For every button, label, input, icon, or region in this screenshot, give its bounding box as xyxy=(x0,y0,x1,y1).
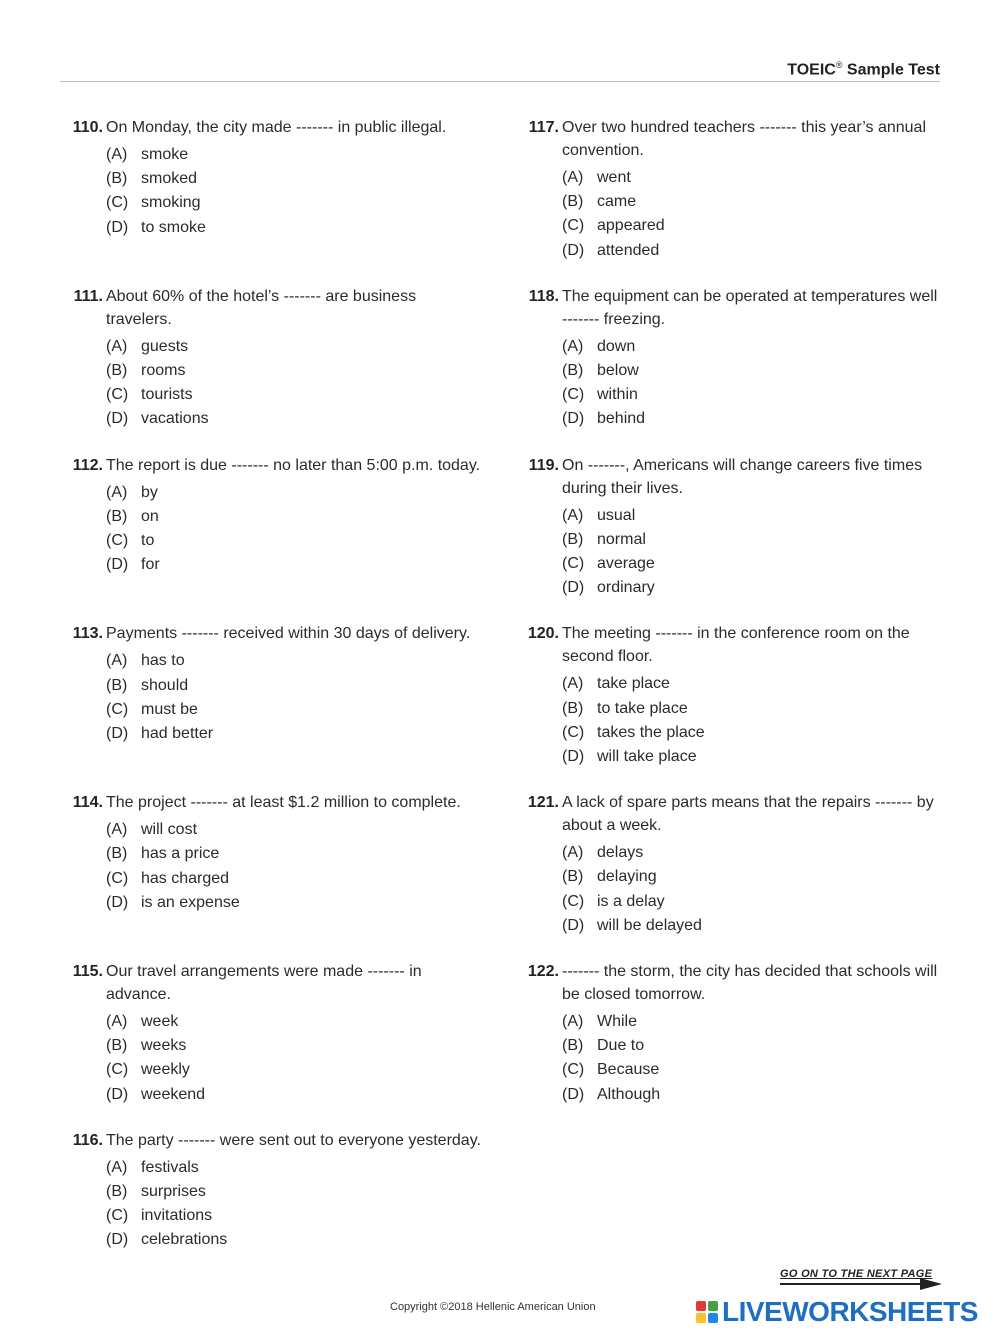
option-text: has charged xyxy=(141,869,230,887)
option-letter: (C) xyxy=(106,532,129,549)
answer-option[interactable] xyxy=(562,190,947,214)
question-stem: Our travel arrangements were made ------- in advance. xyxy=(106,962,422,1003)
answer-option[interactable] xyxy=(106,1010,486,1034)
question-112 xyxy=(66,454,486,623)
option-text: vacations xyxy=(141,410,209,428)
question-stem: On Monday, the city made ------- in public illegal. xyxy=(106,119,447,136)
question-stem: ------- the storm, the city has decided that schools will be closed tomorrow. xyxy=(562,962,938,1003)
option-text: should xyxy=(141,676,189,694)
option-letter: (B) xyxy=(562,868,584,886)
answer-option[interactable] xyxy=(106,481,486,505)
option-text: take place xyxy=(597,675,670,693)
option-text: rooms xyxy=(141,362,186,379)
question-number: 113. xyxy=(72,625,103,643)
option-letter: (A) xyxy=(562,506,584,524)
answer-option[interactable] xyxy=(562,359,947,383)
logo-block-red xyxy=(696,1301,706,1311)
option-text: delays xyxy=(597,844,644,862)
answer-options xyxy=(562,166,947,263)
answer-option[interactable] xyxy=(562,865,947,889)
option-text: will cost xyxy=(141,821,198,839)
option-letter: (C) xyxy=(106,1207,129,1225)
option-text: celebrations xyxy=(141,1231,228,1249)
answer-option[interactable] xyxy=(106,722,486,746)
question-number: 122. xyxy=(527,962,559,980)
answer-option[interactable] xyxy=(562,890,947,914)
question-stem: On -------, Americans will change careers five times during their lives. xyxy=(562,456,923,497)
answer-option[interactable] xyxy=(562,914,947,938)
liveworksheets-blocks-icon xyxy=(696,1301,718,1323)
question-number: 115. xyxy=(72,962,103,980)
answer-option[interactable] xyxy=(562,1058,947,1082)
option-letter: (C) xyxy=(562,386,585,404)
option-text: weeks xyxy=(141,1037,187,1055)
question-number: 110. xyxy=(72,119,103,136)
question-stem: The party ------- were sent out to everyone yesterday. xyxy=(106,1131,481,1149)
option-text: weekly xyxy=(141,1061,190,1079)
answer-option[interactable] xyxy=(106,143,486,167)
header-title-text: TOEIC xyxy=(787,61,836,79)
option-letter: (C) xyxy=(106,869,129,887)
option-letter: (A) xyxy=(562,675,584,693)
option-text: takes the place xyxy=(597,723,705,741)
answer-option[interactable] xyxy=(106,1204,486,1228)
question-stem: A lack of spare parts means that the repairs ------- by about a week. xyxy=(562,794,934,835)
question-number: 114. xyxy=(72,794,103,812)
answer-option[interactable] xyxy=(106,407,486,431)
option-text: will take place xyxy=(597,748,697,765)
option-letter: (D) xyxy=(106,410,129,428)
option-letter: (A) xyxy=(106,821,128,839)
answer-option[interactable] xyxy=(106,529,486,553)
option-text: is a delay xyxy=(597,892,665,910)
option-text: guests xyxy=(141,337,189,355)
question-stem: The meeting ------- in the conference room on the second floor. xyxy=(562,625,910,666)
option-text: Although xyxy=(597,1085,661,1103)
option-letter: (A) xyxy=(562,844,584,862)
option-text: smoke xyxy=(141,146,189,163)
option-letter: (A) xyxy=(106,1012,128,1030)
answer-options xyxy=(106,1156,486,1253)
question-117 xyxy=(522,116,947,285)
option-text: is an expense xyxy=(141,893,240,911)
option-text: ordinary xyxy=(597,579,655,597)
option-letter: (C) xyxy=(106,194,129,212)
option-letter: (A) xyxy=(106,146,128,163)
option-text: appeared xyxy=(597,217,665,235)
option-text: has a price xyxy=(141,845,220,863)
option-text: must be xyxy=(141,700,198,718)
question-stem: About 60% of the hotel’s ------- are business travelers. xyxy=(106,287,417,328)
option-letter: (C) xyxy=(562,892,585,910)
liveworksheets-logo xyxy=(696,1296,978,1328)
option-letter: (C) xyxy=(106,700,129,718)
answer-options xyxy=(562,841,947,938)
answer-option[interactable] xyxy=(562,697,947,721)
option-letter: (B) xyxy=(562,530,584,548)
option-letter: (B) xyxy=(106,170,128,188)
answer-option[interactable] xyxy=(106,818,486,842)
option-letter: (B) xyxy=(106,507,128,525)
answer-options xyxy=(562,335,947,432)
option-letter: (A) xyxy=(562,169,584,186)
answer-option[interactable] xyxy=(106,1156,486,1180)
option-text: invitations xyxy=(141,1207,213,1225)
option-letter: (B) xyxy=(562,193,584,211)
option-text: has to xyxy=(141,652,185,670)
option-text: usual xyxy=(597,506,636,524)
header-divider xyxy=(60,81,940,82)
option-text: will be delayed xyxy=(597,916,702,934)
option-text: came xyxy=(597,193,637,211)
option-letter: (B) xyxy=(562,362,584,379)
answer-option[interactable] xyxy=(562,721,947,745)
answer-options xyxy=(106,649,486,746)
question-number: 117. xyxy=(528,119,559,136)
question-number: 119. xyxy=(528,456,559,474)
answer-option[interactable] xyxy=(562,841,947,865)
question-stem: The project ------- at least $1.2 million to complete. xyxy=(106,794,461,812)
option-letter: (A) xyxy=(562,1012,584,1030)
answer-option[interactable] xyxy=(106,1083,486,1107)
answer-option[interactable] xyxy=(106,359,486,383)
option-text: to xyxy=(141,532,155,549)
answer-option[interactable] xyxy=(106,1180,486,1204)
answer-option[interactable] xyxy=(562,166,947,190)
option-text: smoking xyxy=(141,194,201,212)
option-letter: (D) xyxy=(106,725,129,742)
option-letter: (D) xyxy=(562,241,585,259)
answer-option[interactable] xyxy=(562,504,947,528)
question-number: 111. xyxy=(73,287,103,305)
option-letter: (B) xyxy=(562,699,584,717)
option-text: weekend xyxy=(141,1085,206,1103)
answer-option[interactable] xyxy=(562,528,947,552)
question-111 xyxy=(66,285,486,454)
option-letter: (C) xyxy=(562,217,585,235)
question-122 xyxy=(522,960,947,1129)
option-letter: (A) xyxy=(106,1158,128,1176)
logo-block-teal xyxy=(708,1313,718,1323)
option-letter: (C) xyxy=(106,1061,129,1079)
answer-option[interactable] xyxy=(562,1034,947,1058)
option-letter: (D) xyxy=(562,1085,585,1103)
answer-option[interactable] xyxy=(106,842,486,866)
answer-option[interactable] xyxy=(106,698,486,722)
answer-options xyxy=(562,1010,947,1107)
question-118 xyxy=(522,285,947,454)
option-letter: (B) xyxy=(106,676,128,694)
answer-options xyxy=(562,504,947,601)
option-text: to smoke xyxy=(141,218,206,236)
answer-option[interactable] xyxy=(106,674,486,698)
page-header-title xyxy=(787,60,940,79)
option-text: behind xyxy=(597,410,646,428)
answer-option[interactable] xyxy=(562,576,947,600)
left-question-column xyxy=(66,116,486,1298)
option-letter: (A) xyxy=(106,337,128,355)
answer-option[interactable] xyxy=(562,1083,947,1107)
answer-option[interactable] xyxy=(106,649,486,673)
option-letter: (D) xyxy=(562,579,585,597)
option-text: Because xyxy=(597,1061,660,1079)
option-letter: (D) xyxy=(562,748,585,765)
answer-option[interactable] xyxy=(562,335,947,359)
right-question-column xyxy=(522,116,947,1129)
option-letter: (B) xyxy=(106,362,128,379)
option-letter: (B) xyxy=(106,1182,128,1200)
liveworksheets-wordmark: LIVEWORKSHEETS xyxy=(722,1296,978,1327)
question-114 xyxy=(66,791,486,960)
answer-option[interactable] xyxy=(106,383,486,407)
question-113 xyxy=(66,622,486,791)
header-title-suffix: Sample Test xyxy=(842,61,940,79)
option-text: surprises xyxy=(141,1182,206,1200)
registered-mark: ® xyxy=(835,60,843,70)
option-letter: (D) xyxy=(562,916,585,934)
option-text: normal xyxy=(597,530,646,548)
option-letter: (C) xyxy=(562,1061,585,1079)
question-number: 112. xyxy=(72,456,103,474)
answer-option[interactable] xyxy=(106,891,486,915)
question-stem: The equipment can be operated at temperatures well ------- freezing. xyxy=(562,287,938,328)
option-letter: (B) xyxy=(106,845,128,863)
answer-option[interactable] xyxy=(562,672,947,696)
option-letter: (D) xyxy=(106,556,129,574)
option-letter: (D) xyxy=(106,1085,129,1103)
answer-option[interactable] xyxy=(106,335,486,359)
next-page-label: GO ON TO THE NEXT PAGE xyxy=(780,1268,933,1280)
answer-option[interactable] xyxy=(562,383,947,407)
option-text: on xyxy=(141,507,159,525)
option-text: within xyxy=(597,386,638,404)
question-110 xyxy=(66,116,486,285)
option-letter: (D) xyxy=(106,893,129,911)
option-text: smoked xyxy=(141,170,198,188)
answer-option[interactable] xyxy=(106,167,486,191)
option-letter: (A) xyxy=(106,483,128,501)
option-text: Due to xyxy=(597,1037,645,1055)
answer-option[interactable] xyxy=(562,239,947,263)
question-stem: Payments ------- received within 30 days of delivery. xyxy=(106,625,471,643)
option-text: for xyxy=(141,556,160,574)
answer-option[interactable] xyxy=(106,1058,486,1082)
option-text: went xyxy=(597,169,631,186)
answer-option[interactable] xyxy=(562,407,947,431)
option-text: by xyxy=(141,483,158,501)
option-letter: (B) xyxy=(562,1037,584,1055)
option-text: While xyxy=(597,1012,638,1030)
question-119 xyxy=(522,454,947,623)
option-letter: (A) xyxy=(106,652,128,670)
question-number: 120. xyxy=(527,625,559,643)
option-text: average xyxy=(597,555,655,572)
option-text: week xyxy=(141,1012,179,1030)
answer-option[interactable] xyxy=(106,191,486,215)
option-letter: (D) xyxy=(106,218,129,236)
option-text: festivals xyxy=(141,1158,199,1176)
option-letter: (B) xyxy=(106,1037,128,1055)
option-letter: (C) xyxy=(562,555,585,572)
answer-option[interactable] xyxy=(562,745,947,769)
option-letter: (C) xyxy=(562,723,585,741)
question-number: 118. xyxy=(528,287,559,305)
option-letter: (C) xyxy=(106,386,129,404)
question-number: 116. xyxy=(72,1131,103,1149)
option-text: had better xyxy=(141,725,214,742)
answer-options xyxy=(106,1010,486,1107)
answer-options xyxy=(562,672,947,769)
option-text: to take place xyxy=(597,699,688,717)
question-115 xyxy=(66,960,486,1129)
answer-option[interactable] xyxy=(106,216,486,240)
option-text: attended xyxy=(597,241,660,259)
question-number: 121. xyxy=(527,794,559,812)
answer-option[interactable] xyxy=(562,214,947,238)
option-letter: (A) xyxy=(562,337,584,355)
answer-option[interactable] xyxy=(106,1228,486,1252)
answer-options xyxy=(106,143,486,240)
question-stem: Over two hundred teachers ------- this year’s annual convention. xyxy=(562,119,926,159)
question-116 xyxy=(66,1129,486,1298)
logo-block-green xyxy=(708,1301,718,1311)
option-text: down xyxy=(597,337,636,355)
answer-option[interactable] xyxy=(106,867,486,891)
option-text: tourists xyxy=(141,386,193,404)
answer-option[interactable] xyxy=(106,1034,486,1058)
answer-option[interactable] xyxy=(562,1010,947,1034)
option-letter: (D) xyxy=(106,1231,129,1249)
answer-options xyxy=(106,481,486,578)
answer-option[interactable] xyxy=(562,552,947,576)
question-120 xyxy=(522,622,947,791)
option-text: below xyxy=(597,362,639,379)
next-page-arrow-icon xyxy=(780,1276,945,1292)
question-stem: The report is due ------- no later than 5:00 p.m. today. xyxy=(106,456,481,474)
copyright-notice: Copyright ©2018 Hellenic American Union xyxy=(390,1301,596,1313)
logo-block-yellow xyxy=(696,1313,706,1323)
question-121 xyxy=(522,791,947,960)
option-letter: (D) xyxy=(562,410,585,428)
answer-options xyxy=(106,335,486,432)
answer-option[interactable] xyxy=(106,553,486,577)
answer-options xyxy=(106,818,486,915)
answer-option[interactable] xyxy=(106,505,486,529)
option-text: delaying xyxy=(597,868,657,886)
